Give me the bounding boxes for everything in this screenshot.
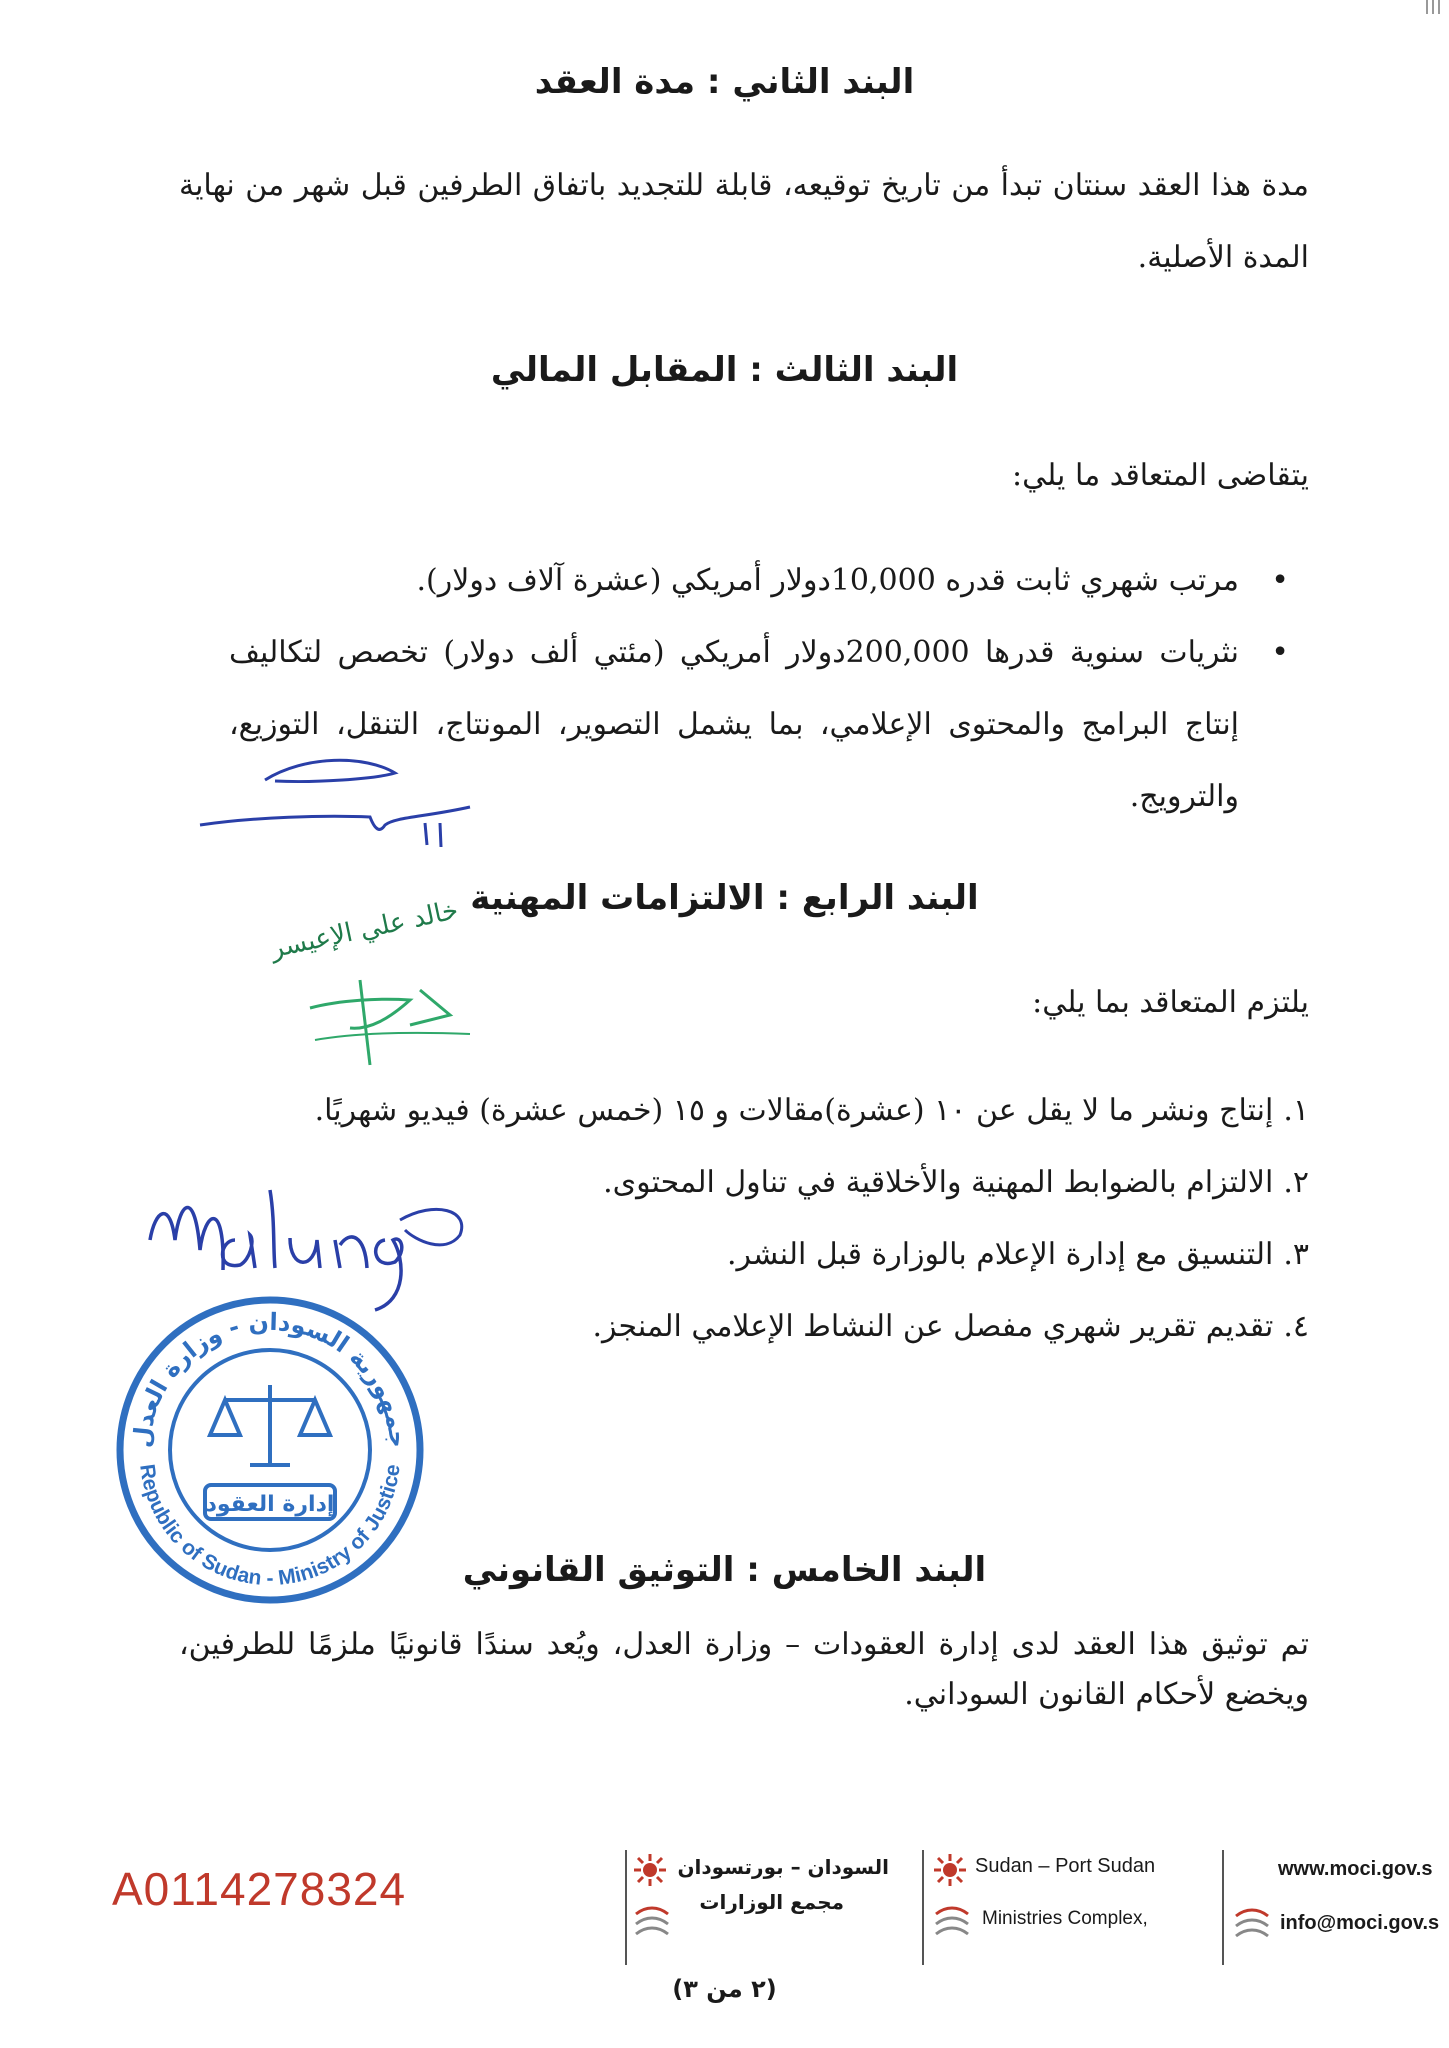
wave-emblem-icon (1232, 1902, 1272, 1942)
item-text: التنسيق مع إدارة الإعلام بالوزارة قبل النشر. (726, 1237, 1274, 1272)
scales-icon (210, 1385, 330, 1465)
corner-mark (1419, 0, 1449, 30)
list-item (229, 545, 1289, 617)
signature-green (300, 960, 490, 1080)
wave-emblem-icon (932, 1900, 972, 1940)
item-text: الالتزام بالضوابط المهنية والأخلاقية في تناول المحتوى. (603, 1165, 1274, 1200)
clause5-body: تم توثيق هذا العقد لدى إدارة العقودات – وزارة العدل، ويُعد سندًا قانونيًا ملزمًا للطرفين، ويخضع لأحكام القانون السوداني. (179, 1627, 1309, 1712)
footer-divider (922, 1850, 924, 1965)
bullet-icon: • (1271, 635, 1289, 670)
clause2-body: مدة هذا العقد سنتان تبدأ من تاريخ توقيعه، قابلة للتجديد باتفاق الطرفين قبل شهر من نهاية المدة الأصلية. (179, 168, 1309, 275)
wave-emblem-icon (632, 1900, 672, 1940)
stamp-outer-english: Republic of Sudan - Ministry of Justice (135, 1462, 405, 1590)
footer-arabic-line1: السودان – بورتسودان (677, 1855, 889, 1879)
item-text: تقديم تقرير شهري مفصل عن النشاط الإعلامي المنجز. (592, 1309, 1274, 1344)
stamp-outer-arabic: جمهورية السودان - وزارة العدل (127, 1307, 413, 1449)
clause4-heading: البند الرابع : الالتزامات المهنية (470, 878, 979, 918)
clause4-intro: يلتزم المتعاقد بما يلي: (1032, 985, 1309, 1020)
signature-name: خالد علي الإعيسر (268, 895, 461, 965)
signature-blue-1 (195, 745, 485, 855)
item-number: ١. (1283, 1093, 1309, 1128)
sun-emblem-icon (632, 1852, 668, 1888)
serial-number: A0114278324 (112, 1863, 407, 1915)
item-number: ٣. (1283, 1237, 1309, 1272)
footer-divider (1222, 1850, 1224, 1965)
footer-email-link[interactable]: info@moci.gov.s (1280, 1912, 1440, 1934)
clause3-bullet-1: مرتب شهري ثابت قدره 10,000دولار أمريكي (عشرة آلاف دولار). (416, 563, 1239, 598)
page-number: (٢ من ٣) (672, 1975, 777, 2003)
footer-english-line2: Ministries Complex, (982, 1908, 1148, 1929)
clause3-bullet-2: نثريات سنوية قدرها 200,000دولار أمريكي (مئتي ألف دولار) تخصص لتكاليف إنتاج البرامج والمحتوى الإعلامي، بما يشمل التصوير، المونتاج، التنقل، التوزيع، والترويج. (229, 635, 1240, 814)
clause3-heading: البند الثالث : المقابل المالي (490, 350, 959, 390)
item-number: ٤. (1283, 1309, 1309, 1344)
bullet-icon: • (1271, 563, 1289, 598)
footer-english-line1: Sudan – Port Sudan (975, 1855, 1156, 1877)
item-text: إنتاج ونشر ما لا يقل عن ١٠ (عشرة)مقالات و ١٥ (خمس عشرة) فيديو شهريًا. (314, 1093, 1274, 1128)
clause3-intro: يتقاضى المتعاقد ما يلي: (1012, 458, 1309, 493)
stamp-inner-label: إدارة العقود (205, 1492, 335, 1517)
footer-divider (625, 1850, 627, 1965)
footer-website-link[interactable]: www.moci.gov.s (1278, 1858, 1433, 1880)
sun-emblem-icon (932, 1852, 968, 1888)
item-number: ٢. (1283, 1165, 1309, 1200)
clause2-heading: البند الثاني : مدة العقد (534, 62, 915, 102)
list-item (179, 1075, 1309, 1147)
footer-arabic-line2: مجمع الوزارات (699, 1890, 844, 1914)
clause5-heading: البند الخامس : التوثيق القانوني (462, 1550, 987, 1590)
